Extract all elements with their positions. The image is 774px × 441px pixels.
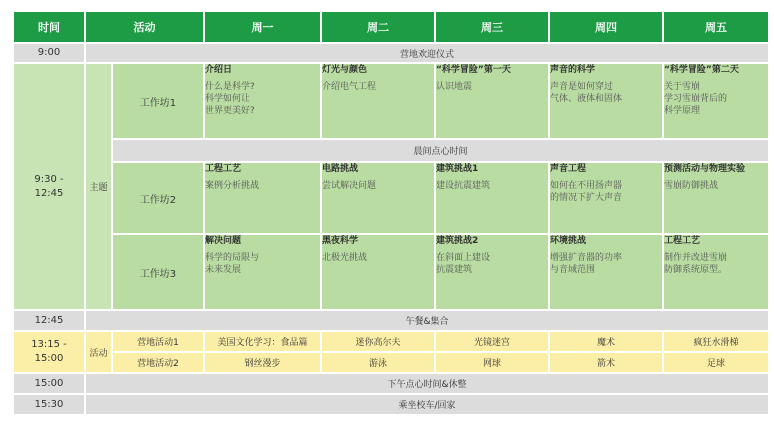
camp2-thu: 箭术: [550, 353, 662, 372]
activity-desc: 科学的局限与 未来发展: [205, 253, 260, 275]
workshop2-label: 工作坊2: [113, 163, 203, 233]
afternoon-category: 活动: [86, 332, 111, 372]
bus-row: [14, 395, 768, 414]
activity-desc: 在斜面上建设 抗震建筑: [436, 253, 491, 275]
activity-desc: 声音是如何穿过 气体、液体和固体: [550, 82, 623, 104]
workshop2-row: [14, 163, 768, 233]
workshop1-label: 工作坊1: [113, 64, 203, 138]
workshop1-fri: [664, 64, 768, 138]
morning-category: 主题: [86, 64, 111, 309]
workshop2-tue: [322, 163, 434, 233]
header-activity: 活动: [86, 12, 203, 42]
activity-desc: 案例分析挑战: [205, 181, 260, 191]
activity-desc: 建设抗震建筑: [436, 181, 491, 191]
workshop1-mon: [205, 64, 320, 138]
activity-desc: 什么是科学? 科学如何让 世界更美好?: [205, 82, 255, 116]
welcome-time: 9:00: [14, 44, 84, 62]
morning-snack: 晨间点心时间: [113, 140, 768, 161]
header-day-thu: 周四: [550, 12, 662, 42]
camp2-label: 营地活动2: [113, 353, 203, 372]
workshop2-fri: [664, 163, 768, 233]
welcome-row: [14, 44, 768, 62]
morning-time: [14, 64, 84, 309]
camp1-tue: 迷你高尔夫: [322, 332, 434, 351]
activity-title: 建筑挑战2: [436, 236, 479, 246]
activity-title: 声音的科学: [550, 65, 596, 75]
activity-title: 声音工程: [550, 164, 587, 174]
activity-title: 工程工艺: [205, 164, 242, 174]
workshop1-wed: [436, 64, 548, 138]
camp2-wed: 网球: [436, 353, 548, 372]
workshop2-thu: [550, 163, 662, 233]
activity-title: 预测活动与物理实验: [664, 164, 746, 174]
activity-title: 工程工艺: [664, 236, 701, 246]
snack-row: [14, 140, 768, 161]
activity-desc: 制作并改进雪崩 防御系统原型。: [664, 253, 728, 275]
break-row: [14, 374, 768, 393]
activity-title: 介绍日: [205, 65, 233, 75]
camp2-mon: 钢丝漫步: [205, 353, 320, 372]
morning-time-end: 12:45: [34, 187, 64, 199]
activity-title: 电路挑战: [322, 164, 359, 174]
afternoon-time-start: 13:15 -: [31, 339, 67, 350]
camp-schedule-table: [12, 10, 770, 416]
workshop1-thu: [550, 64, 662, 138]
workshop3-mon: [205, 235, 320, 309]
activity-desc: 增强扩音器的功率 与音域范围: [550, 253, 623, 275]
workshop3-thu: [550, 235, 662, 309]
camp1-wed: 光镜迷宫: [436, 332, 548, 351]
workshop3-fri: [664, 235, 768, 309]
bus-event: 乘坐校车/回家: [86, 395, 768, 414]
header-row: [14, 12, 768, 42]
camp2-row: [14, 353, 768, 372]
camp1-thu: 魔术: [550, 332, 662, 351]
welcome-event: 营地欢迎仪式: [86, 44, 768, 62]
header-day-fri: 周五: [664, 12, 768, 42]
camp1-mon: 美国文化学习：食品篇: [205, 332, 320, 351]
bus-time: 15:30: [14, 395, 84, 414]
activity-desc: 北极光挑战: [322, 253, 368, 263]
activity-title: 环境挑战: [550, 236, 587, 246]
workshop3-row: [14, 235, 768, 309]
lunch-time: 12:45: [14, 311, 84, 330]
activity-desc: 关于雪崩 学习雪崩背后的 科学原理: [664, 82, 728, 116]
activity-title: “科学冒险”第二天: [664, 65, 739, 75]
camp1-fri: 疯狂水滑梯: [664, 332, 768, 351]
header-day-tue: 周二: [322, 12, 434, 42]
header-day-wed: 周三: [436, 12, 548, 42]
workshop1-tue: [322, 64, 434, 138]
workshop1-row: [14, 64, 768, 138]
workshop2-wed: [436, 163, 548, 233]
header-time: 时间: [14, 12, 84, 42]
morning-time-start: 9:30 -: [34, 173, 64, 185]
activity-desc: 如何在不用扬声器 的情况下扩大声音: [550, 181, 623, 203]
activity-desc: 介绍电气工程: [322, 82, 377, 92]
afternoon-time: [14, 332, 84, 372]
activity-desc: 雪崩防御挑战: [664, 181, 719, 191]
lunch-row: [14, 311, 768, 330]
camp2-fri: 足球: [664, 353, 768, 372]
workshop3-label: 工作坊3: [113, 235, 203, 309]
camp1-row: [14, 332, 768, 351]
activity-desc: 尝试解决问题: [322, 181, 377, 191]
workshop3-tue: [322, 235, 434, 309]
workshop2-mon: [205, 163, 320, 233]
afternoon-time-end: 15:00: [34, 353, 64, 364]
activity-desc: 认识地震: [436, 82, 473, 92]
activity-title: 灯光与颜色: [322, 65, 368, 75]
activity-title: 黑夜科学: [322, 236, 359, 246]
activity-title: 解决问题: [205, 236, 242, 246]
activity-title: 建筑挑战1: [436, 164, 479, 174]
workshop3-wed: [436, 235, 548, 309]
break-event: 下午点心时间&休整: [86, 374, 768, 393]
camp2-tue: 游泳: [322, 353, 434, 372]
break-time: 15:00: [14, 374, 84, 393]
header-day-mon: 周一: [205, 12, 320, 42]
camp1-label: 营地活动1: [113, 332, 203, 351]
activity-title: “科学冒险”第一天: [436, 65, 511, 75]
lunch-event: 午餐&集合: [86, 311, 768, 330]
